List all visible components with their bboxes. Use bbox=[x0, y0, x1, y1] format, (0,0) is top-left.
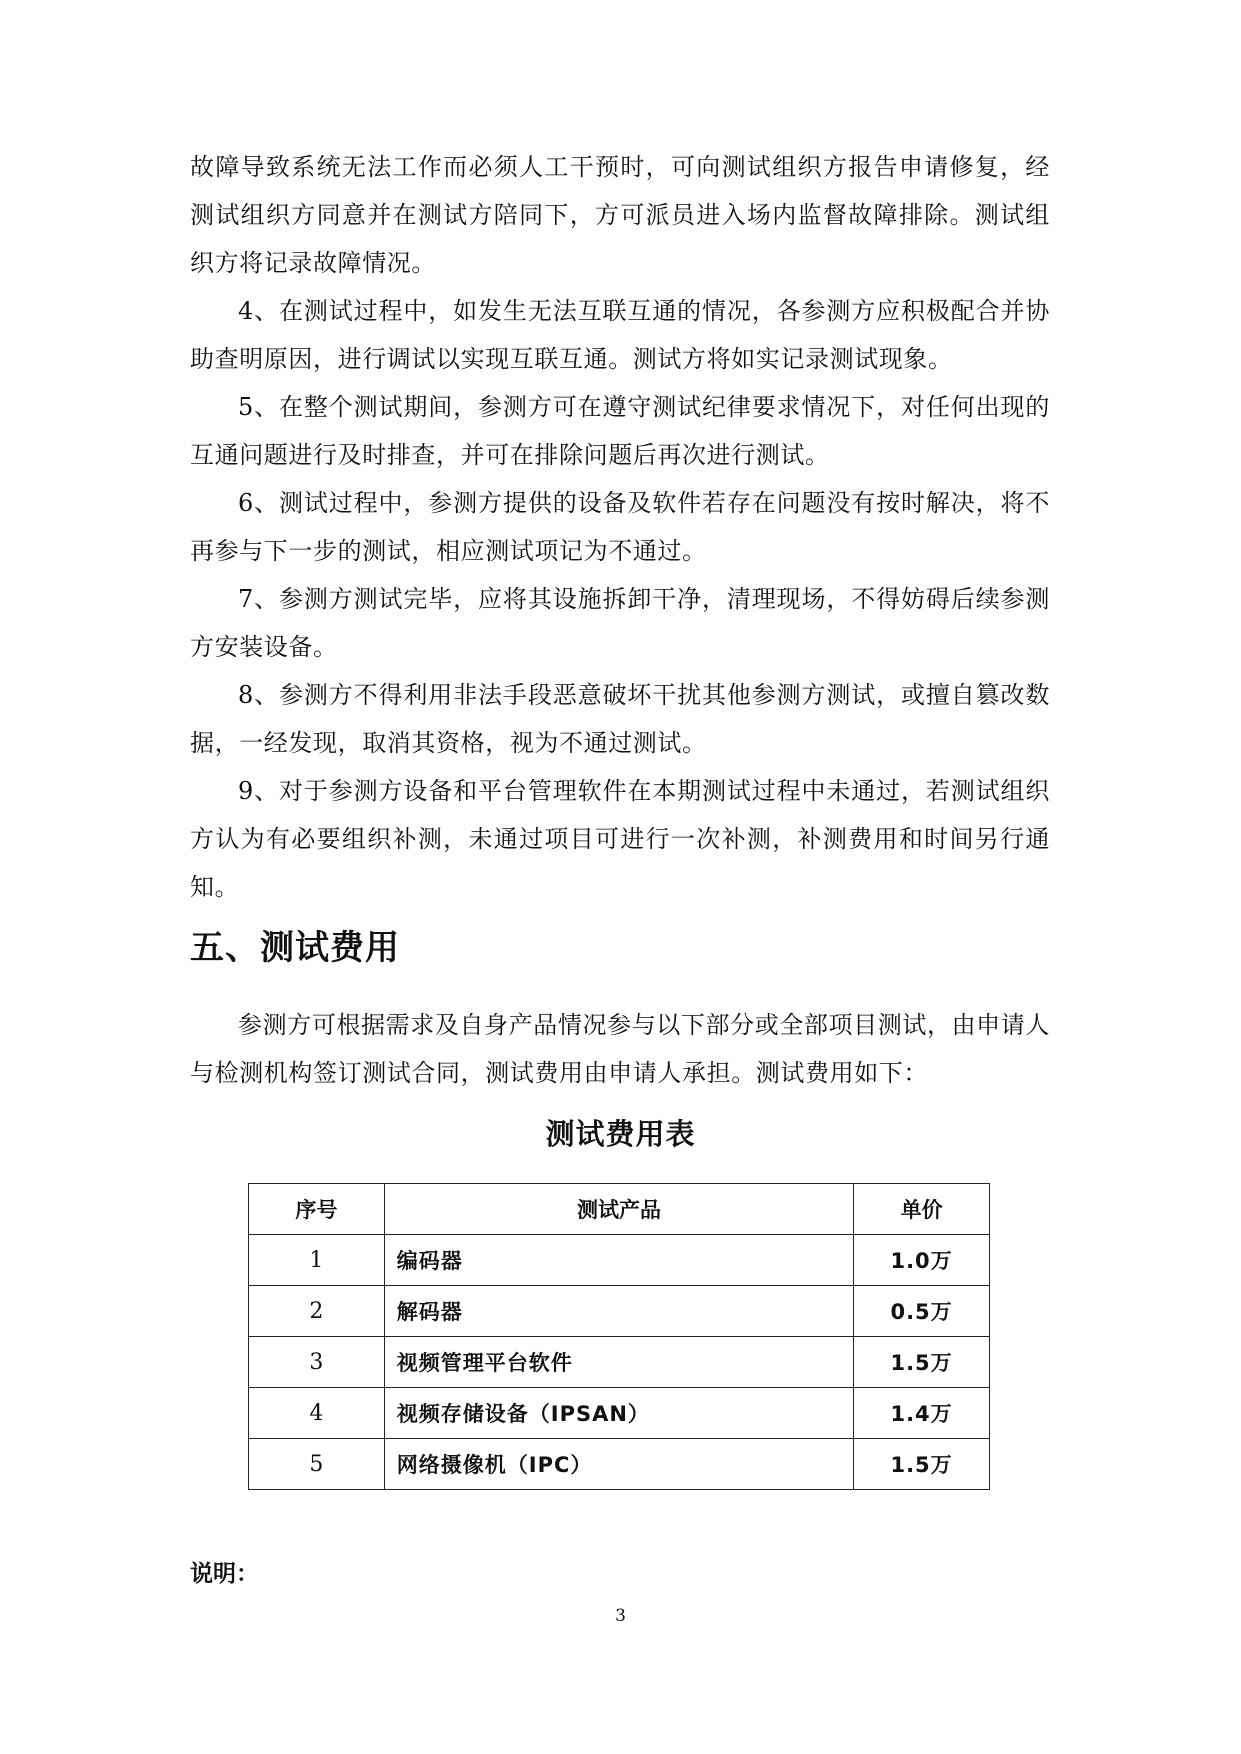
cell-product: 编码器 bbox=[384, 1235, 853, 1286]
table-title: 测试费用表 bbox=[545, 1117, 696, 1151]
table-row bbox=[249, 1286, 990, 1337]
table-row bbox=[249, 1235, 990, 1286]
cell-product: 视频存储设备（IPSAN） bbox=[384, 1388, 853, 1439]
header-price: 单价 bbox=[854, 1184, 990, 1235]
cell-product: 解码器 bbox=[384, 1286, 853, 1337]
header-no: 序号 bbox=[249, 1184, 385, 1235]
table-row bbox=[249, 1337, 990, 1388]
cell-price: 1.5万 bbox=[854, 1337, 990, 1388]
table-row bbox=[249, 1388, 990, 1439]
cell-price: 1.0万 bbox=[854, 1235, 990, 1286]
fee-intro-paragraph: 参测方可根据需求及自身产品情况参与以下部分或全部项目测试，由申请人与检测机构签订测试合同，测试费用由申请人承担。测试费用如下： bbox=[190, 1011, 1050, 1087]
cell-no: 2 bbox=[249, 1286, 385, 1337]
table-header-row bbox=[249, 1184, 990, 1235]
cell-no: 1 bbox=[249, 1235, 385, 1286]
cell-product: 网络摄像机（IPC） bbox=[384, 1439, 853, 1490]
section-heading: 五、测试费用 bbox=[190, 928, 400, 968]
header-product: 测试产品 bbox=[384, 1184, 853, 1235]
cell-price: 0.5万 bbox=[854, 1286, 990, 1337]
cell-no: 3 bbox=[249, 1337, 385, 1388]
page-number: 3 bbox=[615, 1606, 626, 1626]
body-text bbox=[190, 143, 1050, 911]
paragraph-item-4: 4、在测试过程中，如发生无法互联互通的情况，各参测方应积极配合并协助查明原因，进行调试以实现互联互通。测试方将如实记录测试现象。 bbox=[190, 297, 1050, 373]
fee-table bbox=[248, 1183, 990, 1490]
cell-product: 视频管理平台软件 bbox=[384, 1337, 853, 1388]
fee-intro-text bbox=[190, 1001, 1050, 1097]
cell-no: 4 bbox=[249, 1388, 385, 1439]
paragraph-item-7: 7、参测方测试完毕，应将其设施拆卸干净，清理现场，不得妨碍后续参测方安装设备。 bbox=[190, 585, 1050, 661]
note-label: 说明： bbox=[190, 1561, 259, 1587]
cell-price: 1.4万 bbox=[854, 1388, 990, 1439]
paragraph-item-8: 8、参测方不得利用非法手段恶意破坏干扰其他参测方测试，或擅自篡改数据，一经发现，取消其资格，视为不通过测试。 bbox=[190, 681, 1050, 757]
paragraph-item-9: 9、对于参测方设备和平台管理软件在本期测试过程中未通过，若测试组织方认为有必要组织补测，未通过项目可进行一次补测，补测费用和时间另行通知。 bbox=[190, 777, 1050, 901]
paragraph-item-6: 6、测试过程中，参测方提供的设备及软件若存在问题没有按时解决，将不再参与下一步的测试，相应测试项记为不通过。 bbox=[190, 489, 1050, 565]
paragraph-continuation: 故障导致系统无法工作而必须人工干预时，可向测试组织方报告申请修复，经测试组织方同意并在测试方陪同下，方可派员进入场内监督故障排除。测试组织方将记录故障情况。 bbox=[190, 153, 1050, 277]
table-row bbox=[249, 1439, 990, 1490]
cell-price: 1.5万 bbox=[854, 1439, 990, 1490]
cell-no: 5 bbox=[249, 1439, 385, 1490]
paragraph-item-5: 5、在整个测试期间，参测方可在遵守测试纪律要求情况下，对任何出现的互通问题进行及时排查，并可在排除问题后再次进行测试。 bbox=[190, 393, 1050, 469]
